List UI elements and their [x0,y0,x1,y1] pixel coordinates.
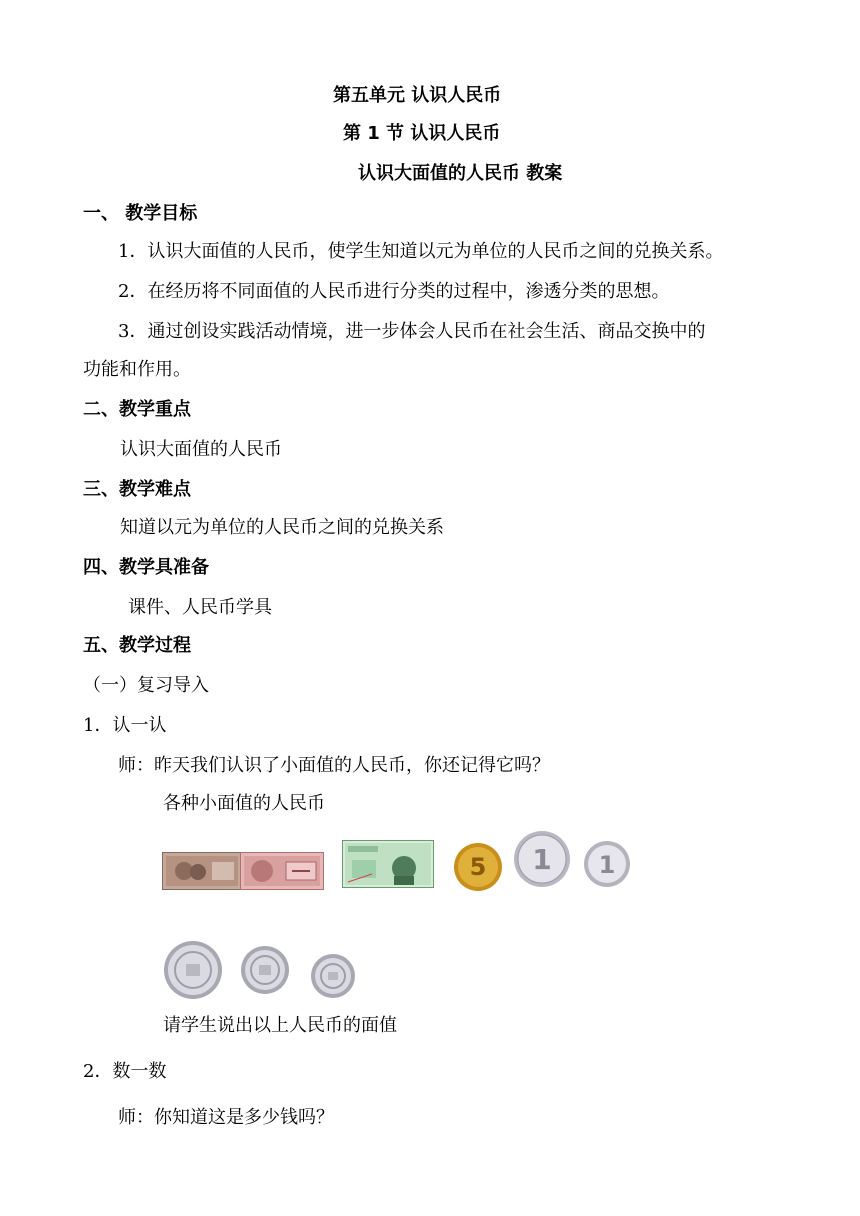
process-sub-1: （一）复习导入 [83,675,209,696]
teacher-line-1: 师：昨天我们认识了小面值的人民币，你还记得它吗？ [118,755,550,776]
svg-text:1: 1 [598,851,616,879]
teacher-line-2: 师：你知道这是多少钱吗？ [118,1107,334,1128]
image-caption: 各种小面值的人民币 [163,793,325,814]
goals-heading: 一、 教学目标 [83,203,198,224]
svg-text:5: 5 [469,853,487,881]
unit-title: 第五单元 认识人民币 [333,85,502,106]
goal-item-2: 2．在经历将不同面值的人民币进行分类的过程中，渗透分类的思想。 [118,281,670,302]
focus-text: 认识大面值的人民币 [120,439,282,460]
goal-item-1: 1．认识大面值的人民币，使学生知道以元为单位的人民币之间的兑换关系。 [118,241,724,262]
process-heading: 五、教学过程 [83,635,191,656]
prompt-text: 请学生说出以上人民币的面值 [163,1015,397,1036]
aluminum-coin-small-icon [310,953,356,999]
goal-item-3-continued: 功能和作用。 [83,359,191,380]
tools-heading: 四、教学具准备 [83,557,209,578]
svg-text:1: 1 [532,843,552,876]
green-banknote [342,840,434,888]
goal-item-3: 3．通过创设实践活动情境，进一步体会人民币在社会生活、商品交换中的 [118,321,706,342]
section-title: 第 1 节 认识人民币 [343,123,501,144]
aluminum-coin-medium-icon [240,945,290,995]
silver-coin-1-small-icon [583,840,631,888]
step-2-heading: 2．数一数 [83,1061,167,1082]
silver-coin-1-large-icon [513,830,571,888]
difficulty-text: 知道以元为单位的人民币之间的兑换关系 [120,517,444,538]
lesson-title: 认识大面值的人民币 教案 [358,163,563,184]
brown-banknote [162,852,242,890]
aluminum-coin-large-icon [163,940,223,1000]
difficulty-heading: 三、教学难点 [83,479,191,500]
gold-coin-5-icon [453,842,503,892]
pink-banknote [240,852,324,890]
tools-text: 课件、人民币学具 [128,597,272,618]
step-1-heading: 1．认一认 [83,715,167,736]
focus-heading: 二、教学重点 [83,399,191,420]
